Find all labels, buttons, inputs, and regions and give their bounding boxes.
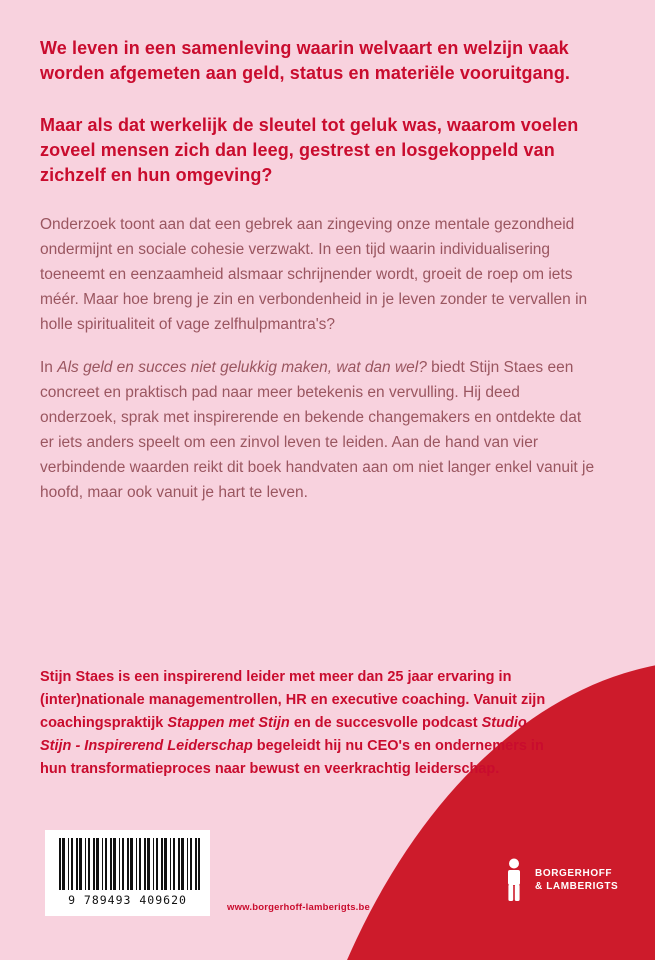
- body-paragraph-2: [40, 355, 598, 505]
- isbn-number: 9 789493 409620: [68, 893, 187, 907]
- podcast-name-italic: Studio Stijn - Inspirerend Leiderschap: [40, 714, 527, 754]
- person-silhouette-icon: [502, 858, 526, 902]
- publisher-name: [535, 867, 618, 893]
- headline-paragraph-1: We leven in een samenleving waarin welvaart en welzijn vaak worden afgemeten aan geld, status en materiële vooruitgang.: [40, 38, 571, 83]
- body-paragraph-2-prefix: In: [40, 359, 58, 376]
- cover-text-block: [40, 36, 616, 523]
- barcode-bars: [59, 838, 200, 890]
- body-paragraph-2-rest: biedt Stijn Staes een concreet en praktisch pad naar meer betekenis en vervulling. Hij deed onderzoek, sprak met inspirerende en bekende changemakers en ontdekte dat er iets anders speelt om een zinvol leven te leiden. Aan de hand van vier verbindende waarden reikt dit boek handvaten aan om niet langer enkel vanuit je hoofd, maar ook vanuit je hart te leven.: [40, 359, 595, 501]
- author-bio: [40, 666, 555, 781]
- barcode: [45, 830, 210, 916]
- publisher-name-line1: BORGERHOFF: [535, 868, 613, 879]
- headline-paragraph-2: Maar als dat werkelijk de sleutel tot geluk was, waarom voelen zoveel mensen zich dan leeg, gestrest en losgekoppeld van zichzelf en hun omgeving?: [40, 115, 579, 185]
- publisher-logo: [502, 858, 618, 902]
- author-bio-part2: en de succesvolle podcast: [289, 714, 482, 731]
- publisher-website-url: www.borgerhoff-lamberigts.be: [227, 902, 371, 913]
- publisher-name-line2: & LAMBERIGTS: [535, 881, 619, 892]
- author-bio-part1: Stijn Staes is een inspirerend leider met meer dan 25 jaar ervaring in (inter)nationale managementrollen, HR en executive coaching. Vanuit zijn coachingspraktijk: [40, 668, 546, 731]
- coaching-practice-name-italic: Stappen met Stijn: [167, 714, 290, 731]
- book-title-italic: Als geld en succes niet gelukkig maken, wat dan wel?: [57, 359, 427, 376]
- author-bio-part3: begeleidt hij nu CEO's en ondernemers in hun transformatieproces naar bewust en veerkrachtig leiderschap.: [40, 737, 544, 777]
- body-paragraph-1: Onderzoek toont aan dat een gebrek aan zingeving onze mentale gezondheid ondermijnt en sociale cohesie verzwakt. In een tijd waarin individualisering toeneemt en eenzaamheid alsmaar schrijnender wordt, groeit de roep om iets méér. Maar hoe breng je zin en verbondenheid in je leven zonder te vervallen in holle spiritualiteit of vage zelfhulpmantra's?: [40, 216, 588, 333]
